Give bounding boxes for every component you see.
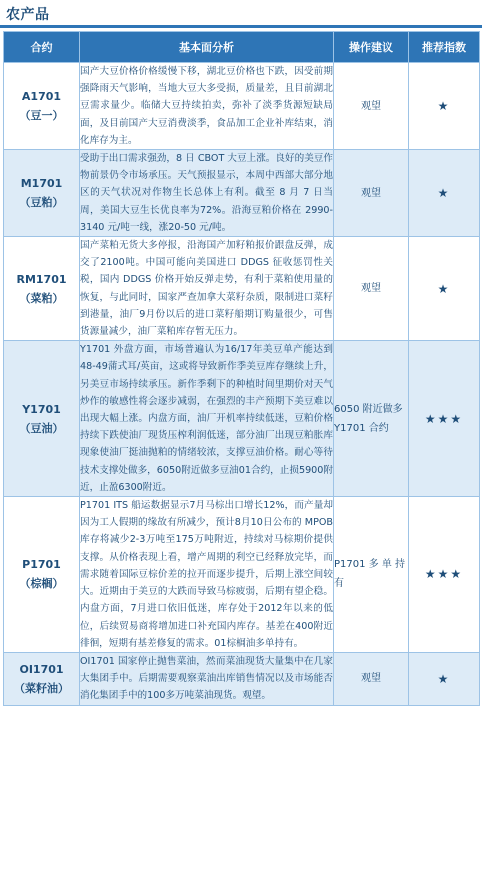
contract-code: RM1701 — [16, 272, 67, 286]
table-row — [4, 150, 480, 237]
analysis-cell: 国产大豆价格价格缓慢下移，湖北豆价格也下跌，因受前期强降雨天气影响，当地大豆大多受损，质量差，且目前湖北豆需求量少。临储大豆持续拍卖，弥补了淡季货源短缺局面，及目前国产大豆消费淡季，食品加工企业补库结束，消化库存为主。 — [80, 63, 334, 150]
rating-stars: ★★★ — [409, 497, 480, 653]
table-row — [4, 63, 480, 150]
contract-name: （棕榈） — [19, 577, 64, 591]
analysis-cell: 国产菜粕无货大多停报，沿海国产加籽粕报价跟盘反弹，成交了2100吨。中国可能向美国进口 DDGS 征收惩罚性关税，国内 DDGS 价格开始反弹走势，有利于菜粕使用量的恢复，与此同时，国家严查加拿大菜籽杂质，限制进口菜籽到港量，油厂9月份以后的进口菜籽船期订购量很少，可售货源量减少，油厂菜粕库存暂无压力。 — [80, 237, 334, 341]
suggestion-cell: P1701 多 单 持 有 — [334, 497, 409, 653]
contract-code: M1701 — [20, 177, 63, 191]
table-row — [4, 497, 480, 653]
suggestion-cell: 观望 — [334, 652, 409, 705]
contract-cell — [4, 63, 80, 150]
header-contract: 合约 — [4, 32, 80, 63]
table-row — [4, 652, 480, 705]
header-suggestion: 操作建议 — [334, 32, 409, 63]
contract-code: OI1701 — [19, 662, 64, 676]
contract-code: P1701 — [22, 558, 61, 572]
contract-cell — [4, 652, 80, 705]
table-row — [4, 341, 480, 497]
analysis-cell: OI1701 国家停止抛售菜油，然而菜油现货大量集中在几家大集团手中。后期需要观察菜油出库销售情况以及市场能否消化集团手中的100多万吨菜油现货。观望。 — [80, 652, 334, 705]
agri-products-table — [3, 31, 480, 706]
rating-stars: ★ — [409, 63, 480, 150]
analysis-cell: Y1701 外盘方面，市场普遍认为16/17年美豆单产能达到48-49蒲式耳/英亩，这或将导致新作季美豆库存继续上升，另美豆市场持续承压。新作季剩下的种植时间里期价对天气炒作的敏感性将会逐步减弱，在强烈的丰产预期下美豆难以出现大幅上涨。内盘方面，油厂开机率持续低迷，豆粕价格持续下跌使油厂现货压榨利润低迷，部分油厂出现豆粕胀库现象使油厂挺油抛粕的情绪较浓，支撑豆油价格。耐心等待技术支撑处做多，6050附近做多豆油01合约，止损5900附近，止盈6300附近。 — [80, 341, 334, 497]
table-header-row — [4, 32, 480, 63]
rating-stars: ★ — [409, 150, 480, 237]
suggestion-cell: 观望 — [334, 150, 409, 237]
header-rating: 推荐指数 — [409, 32, 480, 63]
contract-code: A1701 — [21, 90, 62, 103]
contract-cell — [4, 497, 80, 653]
contract-name: （菜籽油） — [14, 681, 69, 695]
table-row — [4, 237, 480, 341]
contract-name: （菜粕） — [19, 291, 64, 305]
contract-name: （豆粕） — [19, 196, 64, 210]
suggestion-cell: 6050 附近做多 Y1701 合约 — [334, 341, 409, 497]
section-title: 农产品 — [6, 7, 50, 23]
contract-code: Y1701 — [22, 402, 61, 416]
rating-stars: ★ — [409, 237, 480, 341]
contract-cell — [4, 237, 80, 341]
suggestion-cell: 观望 — [334, 237, 409, 341]
section-divider — [0, 25, 482, 28]
analysis-cell: P1701 ITS 船运数据显示7月马棕出口增长12%，而产量却因为工人假期的缘故有所减少，预计8月10日公布的 MPOB 库存将减少2-3万吨至175万吨附近，持续对马棕期价提供支撑。从价格表现上看，增产周期的利空已经释放完毕，而需求随着国际豆棕价差的拉开而逐步提升，后期上涨空间较大。近期由于美豆的大跌而导致马棕疲弱，后期有望企稳。内盘方面，7月进口依旧低迷，库存处于2012年以来的低位，后续贸易商将增加进口补充国内库存。基差在400附近徘徊，短期有基差修复的需求。01棕榈油多单持有。 — [80, 497, 334, 653]
rating-stars: ★★★ — [409, 341, 480, 497]
contract-name: （豆油） — [19, 421, 64, 435]
analysis-cell: 受助于出口需求强劲，8 日 CBOT 大豆上涨。良好的美豆作物前景仍令市场承压。天气预报显示，本周中西部大部分地区的天气状况对作物生长总体上有利。截至 8 月 7 日当周，美国大豆生长优良率为72%。沿海豆粕价格在 2990-3140 元/吨一线，涨20-50 元/吨。 — [80, 150, 334, 237]
contract-cell — [4, 341, 80, 497]
suggestion-cell: 观望 — [334, 63, 409, 150]
contract-cell — [4, 150, 80, 237]
contract-name: （豆一） — [19, 109, 64, 122]
rating-stars: ★ — [409, 652, 480, 705]
header-analysis: 基本面分析 — [80, 32, 334, 63]
